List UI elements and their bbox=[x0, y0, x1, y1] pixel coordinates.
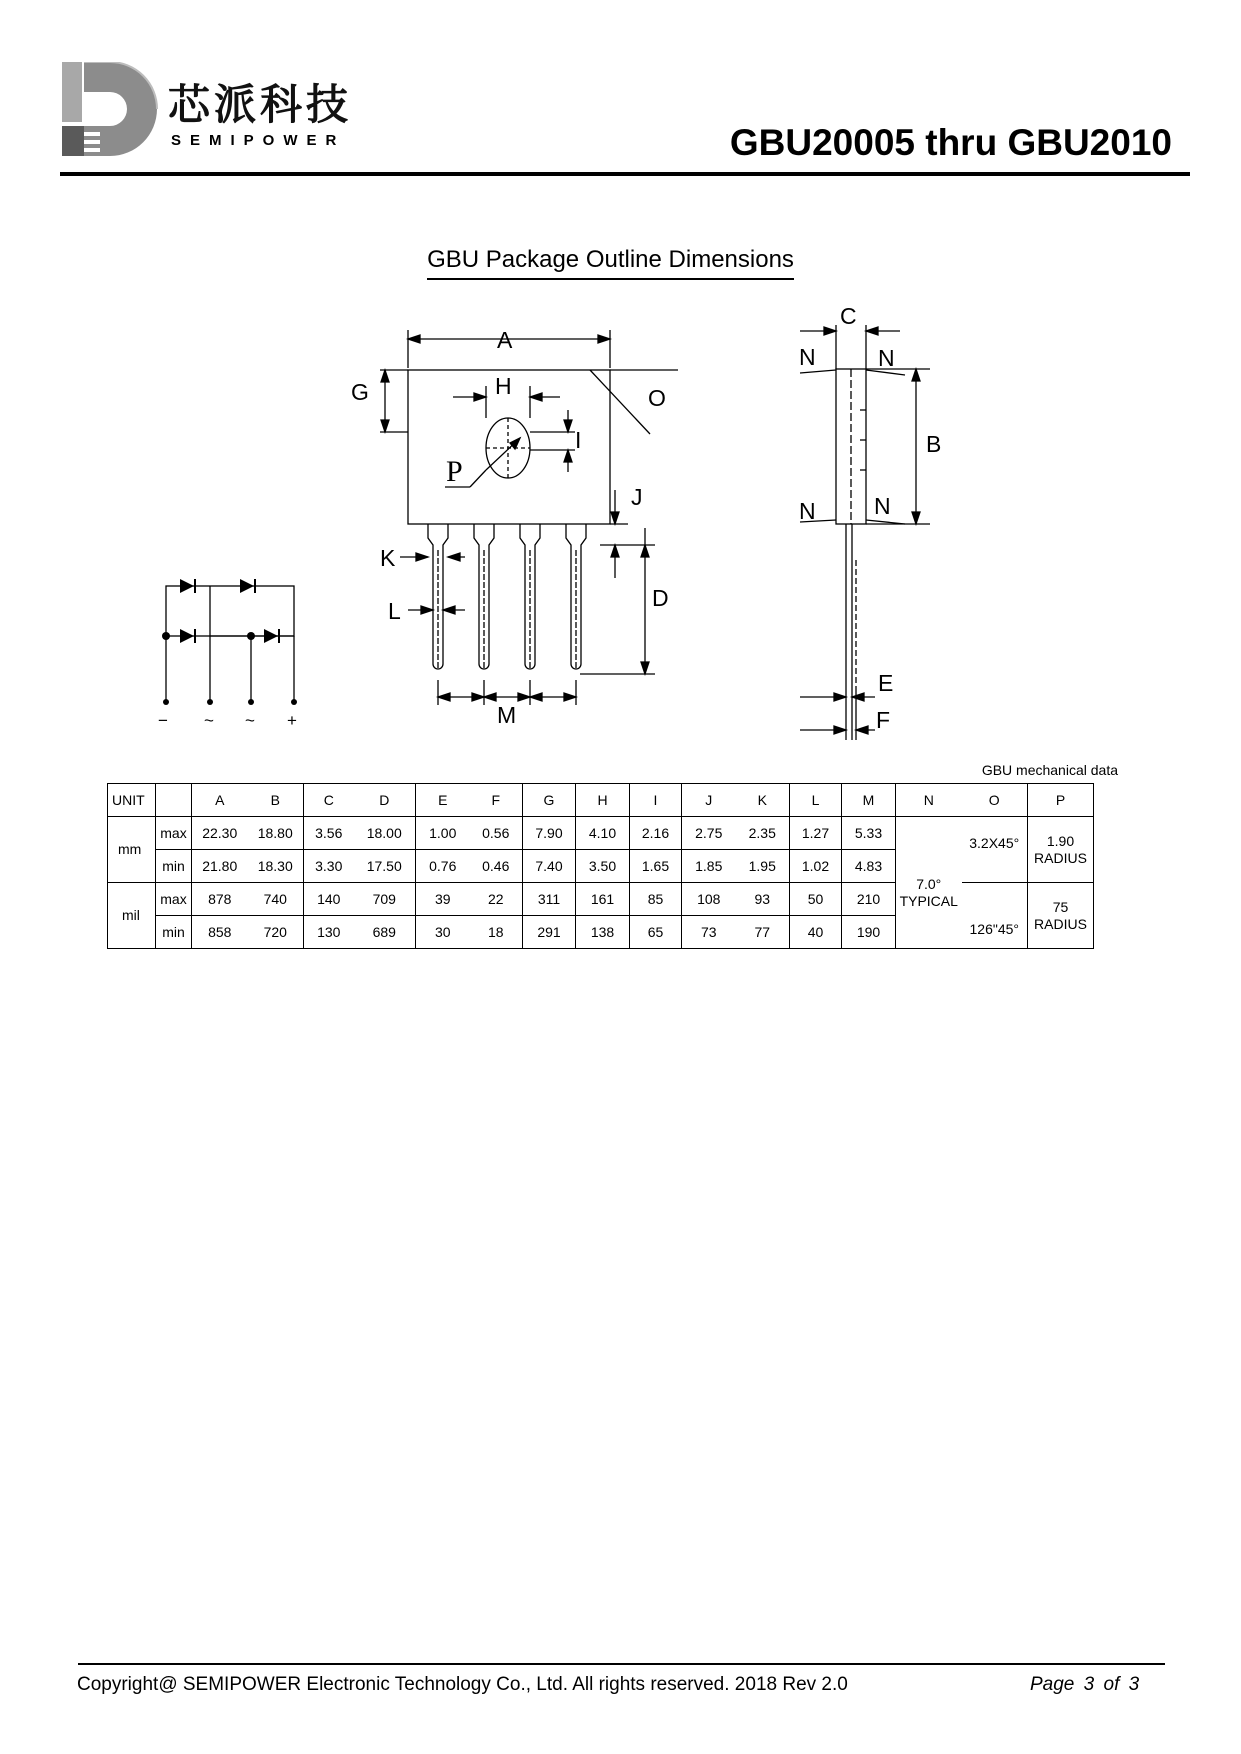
value-cell: 4.10 bbox=[576, 817, 630, 850]
col-header: P bbox=[1028, 784, 1094, 817]
value-cell: 311 bbox=[523, 883, 576, 916]
table-row bbox=[108, 817, 1094, 850]
value-cell: 22.30 bbox=[192, 817, 248, 850]
dim-label-c: C bbox=[840, 303, 857, 329]
dim-label-p: P bbox=[446, 455, 463, 488]
value-cell: 0.76 bbox=[416, 850, 470, 883]
col-header: J bbox=[682, 784, 736, 817]
col-header: B bbox=[248, 784, 304, 817]
value-cell: 4.83 bbox=[842, 850, 896, 883]
value-cell: 18.80 bbox=[248, 817, 304, 850]
table-header-row bbox=[108, 784, 1094, 817]
dim-label-j: J bbox=[631, 484, 643, 510]
value-cell: 77 bbox=[736, 916, 790, 949]
value-cell: 130 bbox=[304, 916, 354, 949]
n-value-note: TYPICAL bbox=[899, 892, 958, 909]
value-cell: 7.40 bbox=[523, 850, 576, 883]
value-cell: 0.46 bbox=[470, 850, 523, 883]
p-value-mm bbox=[1028, 817, 1094, 883]
value-cell: 1.85 bbox=[682, 850, 736, 883]
value-cell: 40 bbox=[790, 916, 842, 949]
value-cell: 138 bbox=[576, 916, 630, 949]
value-cell: 740 bbox=[248, 883, 304, 916]
dim-label-h: H bbox=[495, 373, 512, 399]
value-cell: 1.02 bbox=[790, 850, 842, 883]
n-value-cell bbox=[896, 817, 962, 949]
value-cell: 858 bbox=[192, 916, 248, 949]
value-cell: 85 bbox=[630, 883, 682, 916]
value-cell: 1.27 bbox=[790, 817, 842, 850]
dim-label-e: E bbox=[878, 670, 894, 696]
value-cell: 210 bbox=[842, 883, 896, 916]
value-cell: 0.56 bbox=[470, 817, 523, 850]
value-cell: 161 bbox=[576, 883, 630, 916]
pin-symbol-positive: + bbox=[287, 711, 297, 730]
pin-symbol-ac-2: ~ bbox=[245, 711, 255, 730]
row-label: max bbox=[156, 817, 192, 850]
o-value-mm: 3.2X45° bbox=[962, 817, 1028, 883]
dim-label-g: G bbox=[351, 379, 369, 405]
value-cell: 2.16 bbox=[630, 817, 682, 850]
col-header: O bbox=[962, 784, 1028, 817]
section-title-text: GBU Package Outline Dimensions bbox=[427, 246, 794, 280]
value-cell: 2.75 bbox=[682, 817, 736, 850]
table-caption: GBU mechanical data bbox=[981, 762, 1118, 778]
pin-symbol-negative: − bbox=[158, 711, 168, 730]
col-header: D bbox=[354, 784, 416, 817]
value-cell: 21.80 bbox=[192, 850, 248, 883]
col-header: L bbox=[790, 784, 842, 817]
mechanical-data-table bbox=[107, 783, 1094, 949]
dim-label-k: K bbox=[380, 545, 396, 571]
value-cell: 709 bbox=[354, 883, 416, 916]
col-header: H bbox=[576, 784, 630, 817]
col-header: N bbox=[896, 784, 962, 817]
value-cell: 3.50 bbox=[576, 850, 630, 883]
n-value-angle: 7.0° bbox=[916, 875, 942, 892]
p-value-mil-number: 75 bbox=[1052, 898, 1069, 915]
value-cell: 17.50 bbox=[354, 850, 416, 883]
dim-label-n-bottom-left: N bbox=[799, 498, 816, 524]
value-cell: 7.90 bbox=[523, 817, 576, 850]
value-cell: 73 bbox=[682, 916, 736, 949]
package-outline-drawing bbox=[0, 0, 1241, 760]
dim-label-n-top-left: N bbox=[799, 344, 816, 370]
value-cell: 18.00 bbox=[354, 817, 416, 850]
value-cell: 1.95 bbox=[736, 850, 790, 883]
dim-label-a: A bbox=[497, 327, 513, 353]
value-cell: 2.35 bbox=[736, 817, 790, 850]
dim-label-l: L bbox=[388, 598, 401, 624]
value-cell: 140 bbox=[304, 883, 354, 916]
row-label: min bbox=[156, 850, 192, 883]
dim-label-o: O bbox=[648, 385, 666, 411]
dim-label-m: M bbox=[497, 702, 517, 728]
brand-english-name: SEMIPOWER bbox=[171, 132, 346, 149]
dim-label-n-top-right: N bbox=[878, 345, 895, 371]
brand-chinese-name: 芯派科技 bbox=[168, 80, 353, 129]
col-header: E bbox=[416, 784, 470, 817]
value-cell: 291 bbox=[523, 916, 576, 949]
value-cell: 720 bbox=[248, 916, 304, 949]
col-header: G bbox=[523, 784, 576, 817]
dim-label-n-bottom-right: N bbox=[874, 493, 891, 519]
unit-header: UNIT bbox=[108, 784, 156, 817]
value-cell: 5.33 bbox=[842, 817, 896, 850]
dim-label-i: I bbox=[575, 427, 582, 453]
value-cell: 93 bbox=[736, 883, 790, 916]
value-cell: 878 bbox=[192, 883, 248, 916]
dim-label-b: B bbox=[926, 431, 942, 457]
bridge-schematic bbox=[166, 586, 294, 702]
document-title: GBU20005 thru GBU2010 bbox=[729, 122, 1172, 163]
value-cell: 30 bbox=[416, 916, 470, 949]
col-header: K bbox=[736, 784, 790, 817]
value-cell: 65 bbox=[630, 916, 682, 949]
footer-page-number: Page 3 of 3 bbox=[1030, 1674, 1140, 1695]
leads bbox=[428, 524, 586, 669]
unit-cell: mil bbox=[108, 883, 156, 949]
dim-label-f: F bbox=[876, 707, 891, 733]
value-cell: 1.00 bbox=[416, 817, 470, 850]
value-cell: 689 bbox=[354, 916, 416, 949]
row-label: max bbox=[156, 883, 192, 916]
value-cell: 108 bbox=[682, 883, 736, 916]
pin-symbol-ac-1: ~ bbox=[204, 711, 214, 730]
unit-cell: mm bbox=[108, 817, 156, 883]
col-header: C bbox=[304, 784, 354, 817]
p-value-mm-note: RADIUS bbox=[1034, 849, 1087, 866]
col-header: M bbox=[842, 784, 896, 817]
dim-label-d: D bbox=[652, 585, 669, 611]
value-cell: 39 bbox=[416, 883, 470, 916]
col-header: F bbox=[470, 784, 523, 817]
o-value-mil: 126"45° bbox=[962, 883, 1028, 949]
value-cell: 18 bbox=[470, 916, 523, 949]
p-value-mil bbox=[1028, 883, 1094, 949]
value-cell: 3.56 bbox=[304, 817, 354, 850]
col-header: A bbox=[192, 784, 248, 817]
value-cell: 3.30 bbox=[304, 850, 354, 883]
value-cell: 18.30 bbox=[248, 850, 304, 883]
value-cell: 50 bbox=[790, 883, 842, 916]
value-cell: 190 bbox=[842, 916, 896, 949]
value-cell: 1.65 bbox=[630, 850, 682, 883]
p-value-mil-note: RADIUS bbox=[1034, 915, 1087, 932]
diode-symbols bbox=[162, 579, 297, 705]
value-cell: 22 bbox=[470, 883, 523, 916]
footer-rule bbox=[78, 1663, 1165, 1665]
p-value-mm-number: 1.90 bbox=[1046, 832, 1075, 849]
row-label: min bbox=[156, 916, 192, 949]
footer-copyright: Copyright@ SEMIPOWER Electronic Technology Co., Ltd. All rights reserved. 2018 Rev 2.0 bbox=[77, 1674, 848, 1695]
col-header: I bbox=[630, 784, 682, 817]
